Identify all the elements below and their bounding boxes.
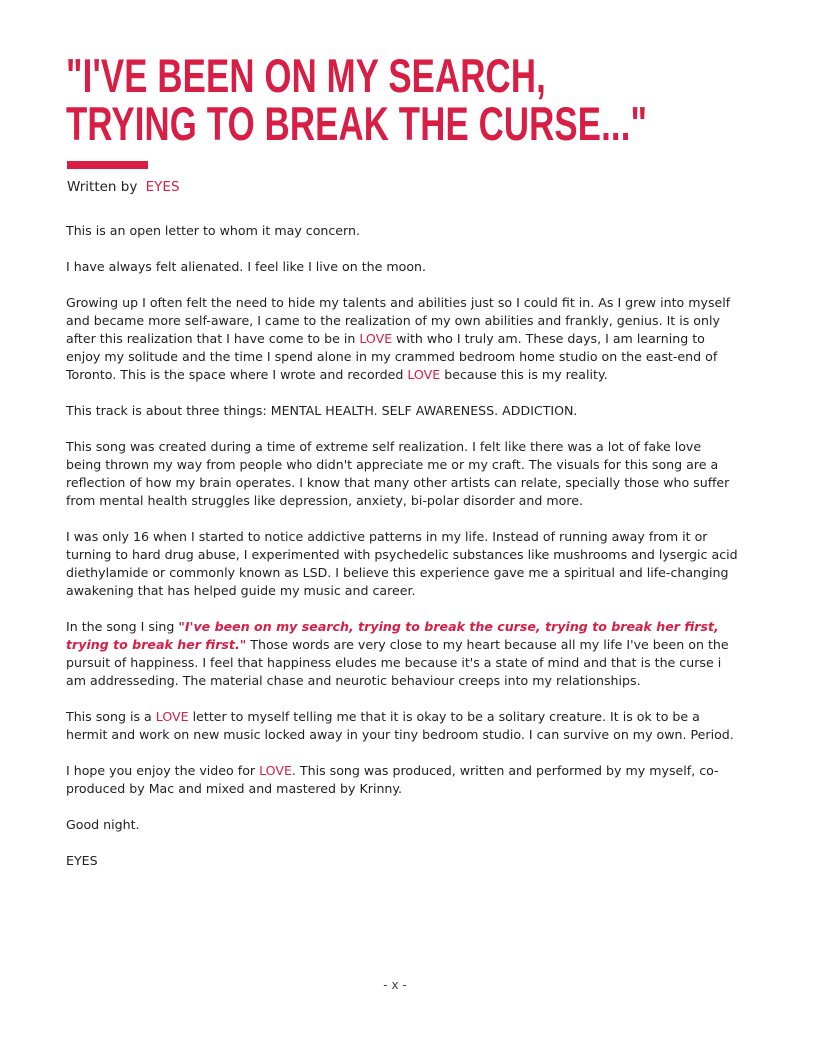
paragraph-credits bbox=[66, 762, 738, 798]
paragraph-lyrics bbox=[66, 618, 738, 690]
paragraph-addiction: I was only 16 when I started to notice addictive patterns in my life. Instead of running away from it or turning to hard drug abuse, I experimented with psychedelic substances like mushrooms and lysergic acid diethylamide or commonly known as LSD. I believe this experience gave me a spiritual and life-changing awakening that has helped guide my music and career. bbox=[66, 529, 738, 598]
paragraph-alienated: I have always felt alienated. I feel like I live on the moon. bbox=[66, 259, 427, 274]
paragraph-text: This song is a bbox=[66, 709, 156, 724]
article-body bbox=[66, 222, 738, 888]
paragraph-text: because this is my reality. bbox=[440, 367, 608, 382]
paragraph-text: In the song I sing bbox=[66, 619, 179, 634]
paragraph-song-creation: This song was created during a time of extreme self realization. I felt like there was a lot of fake love being thrown my way from people who didn't appreciate me or my craft. The visuals for this song are a reflection of how my brain operates. I know that many other artists can relate, specially those who suffer from mental health struggles like depression, anxiety, bi-polar disorder and more. bbox=[66, 439, 730, 508]
paragraph-text: . This song was produced, written and performed by my myself, co-produced by Mac and mixed and mastered by Krinny. bbox=[66, 763, 719, 796]
paragraph-growing-up bbox=[66, 294, 738, 384]
lyric-quote: "I've been on my search, trying to break the curse, trying to break her first, trying to break her first." bbox=[66, 619, 719, 652]
byline-label: Written by bbox=[67, 179, 138, 195]
byline bbox=[67, 179, 180, 196]
paragraph-good-night: Good night. bbox=[66, 817, 140, 832]
paragraph-text: I hope you enjoy the video for bbox=[66, 763, 260, 778]
love-highlight: LOVE bbox=[259, 763, 292, 778]
page-number: - x - bbox=[383, 978, 407, 992]
paragraph-track-themes: This track is about three things: MENTAL HEALTH. SELF AWARENESS. ADDICTION. bbox=[66, 403, 578, 418]
love-highlight: LOVE bbox=[359, 331, 393, 346]
paragraph-text: Those words are very close to my heart because all my life I've been on the pursuit of happiness. I feel that happiness eludes me because it's a state of mind and that is the curse i am addresseding. The material chase and neurotic behaviour creeps into my relationships. bbox=[66, 637, 729, 688]
love-highlight: LOVE bbox=[407, 367, 441, 382]
article-title-line-2: TRYING TO BREAK THE CURSE..." bbox=[66, 97, 648, 150]
paragraph-text: with who I truly am. These days, I am learning to enjoy my solitude and the time I spend alone in my crammed bedroom home studio on the east-end of Toronto. This is the space where I wrote and recorded bbox=[66, 331, 718, 382]
article-title bbox=[66, 49, 648, 150]
paragraph-love-letter bbox=[66, 708, 738, 744]
article-title-line-1: "I'VE BEEN ON MY SEARCH, bbox=[66, 49, 546, 102]
title-accent-bar bbox=[67, 161, 148, 169]
love-highlight: LOVE bbox=[155, 709, 189, 724]
author-name: EYES bbox=[145, 179, 180, 195]
signature: EYES bbox=[66, 853, 98, 868]
paragraph-text: letter to myself telling me that it is okay to be a solitary creature. It is ok to be a hermit and work on new music locked away in your tiny bedroom studio. I can survive on my own. Period. bbox=[66, 709, 734, 742]
paragraph-text: Growing up I often felt the need to hide my talents and abilities just so I could fit in. As I grew into myself and became more self-aware, I came to the realization of my own abilities and frankly, genius. It is only after this realization that I have come to be in bbox=[66, 295, 731, 346]
paragraph-intro: This is an open letter to whom it may concern. bbox=[66, 223, 360, 238]
